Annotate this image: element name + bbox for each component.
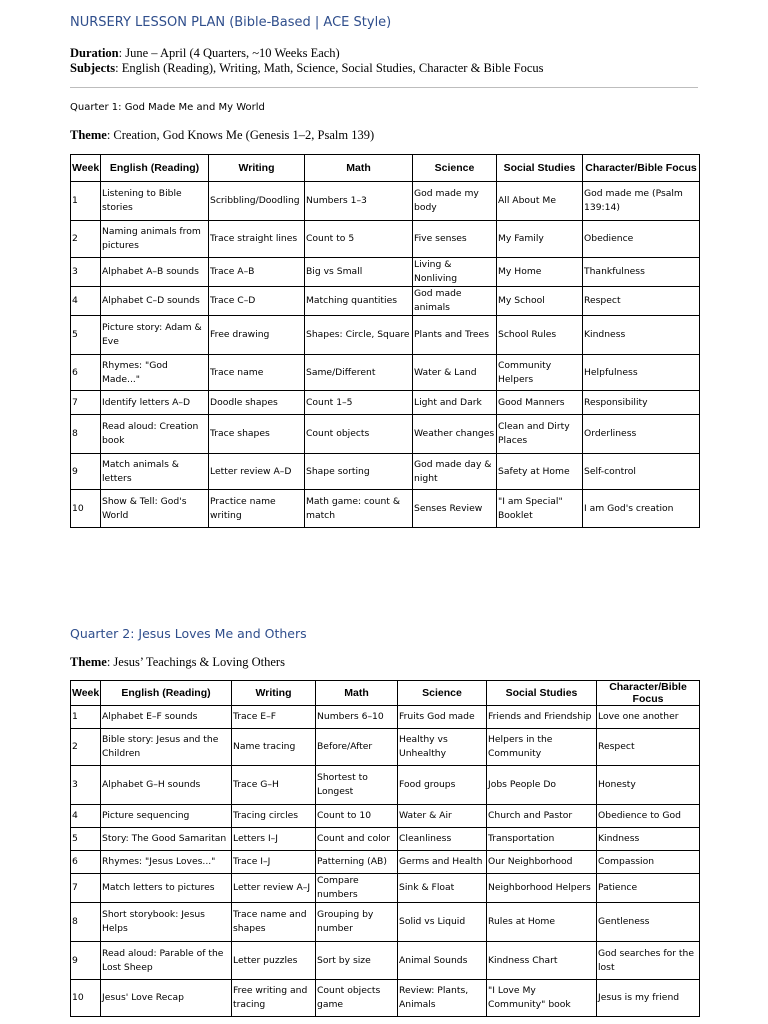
character-bible-cell: Responsibility: [583, 391, 700, 415]
writing-cell: Letter review A–D: [209, 454, 305, 490]
character-bible-cell: Helpfulness: [583, 355, 700, 391]
week-cell: 3: [71, 766, 101, 805]
column-header-character-bible: Character/Bible Focus: [597, 681, 700, 706]
character-bible-cell: Jesus is my friend: [597, 980, 700, 1017]
science-cell: Cleanliness: [398, 828, 487, 851]
english-cell: Read aloud: Creation book: [101, 415, 209, 454]
math-cell: Big vs Small: [305, 258, 413, 287]
math-cell: Grouping by number: [316, 903, 398, 942]
quarter1-table-body: [71, 182, 700, 528]
science-cell: Living & Nonliving: [413, 258, 497, 287]
table-row: [71, 391, 700, 415]
social-studies-cell: My Home: [497, 258, 583, 287]
social-studies-cell: Helpers in the Community: [487, 729, 597, 766]
math-cell: Shortest to Longest: [316, 766, 398, 805]
duration-value: : June – April (4 Quarters, ~10 Weeks Each): [118, 46, 340, 60]
english-cell: Alphabet E–F sounds: [101, 706, 232, 729]
column-header-social-studies: Social Studies: [487, 681, 597, 706]
column-header-science: Science: [413, 155, 497, 182]
table-row: [71, 874, 700, 903]
column-header-english: English (Reading): [101, 681, 232, 706]
week-cell: 6: [71, 851, 101, 874]
social-studies-cell: School Rules: [497, 316, 583, 355]
math-cell: Same/Different: [305, 355, 413, 391]
quarter1-heading: Quarter 1: God Made Me and My World: [70, 102, 265, 113]
column-header-science: Science: [398, 681, 487, 706]
character-bible-cell: Orderliness: [583, 415, 700, 454]
column-header-week: Week: [71, 155, 101, 182]
writing-cell: Practice name writing: [209, 490, 305, 528]
week-cell: 7: [71, 391, 101, 415]
english-cell: Story: The Good Samaritan: [101, 828, 232, 851]
quarter2-theme-label: Theme: [70, 655, 107, 669]
week-cell: 7: [71, 874, 101, 903]
english-cell: Read aloud: Parable of the Lost Sheep: [101, 942, 232, 980]
english-cell: Jesus' Love Recap: [101, 980, 232, 1017]
english-cell: Identify letters A–D: [101, 391, 209, 415]
table-row: [71, 415, 700, 454]
week-cell: 4: [71, 287, 101, 316]
week-cell: 9: [71, 942, 101, 980]
science-cell: Senses Review: [413, 490, 497, 528]
character-bible-cell: I am God's creation: [583, 490, 700, 528]
table-row: [71, 706, 700, 729]
quarter1-lesson-table: [70, 154, 700, 528]
english-cell: Alphabet C–D sounds: [101, 287, 209, 316]
week-cell: 1: [71, 706, 101, 729]
english-cell: Picture story: Adam & Eve: [101, 316, 209, 355]
math-cell: Count 1–5: [305, 391, 413, 415]
writing-cell: Trace E–F: [232, 706, 316, 729]
quarter2-theme-value: : Jesus’ Teachings & Loving Others: [106, 655, 285, 669]
week-cell: 6: [71, 355, 101, 391]
math-cell: Numbers 6–10: [316, 706, 398, 729]
table-row: [71, 287, 700, 316]
week-cell: 2: [71, 221, 101, 258]
document-title: NURSERY LESSON PLAN (Bible-Based | ACE Style): [70, 15, 392, 30]
social-studies-cell: Jobs People Do: [487, 766, 597, 805]
week-cell: 1: [71, 182, 101, 221]
table-row: [71, 942, 700, 980]
writing-cell: Trace shapes: [209, 415, 305, 454]
column-header-social-studies: Social Studies: [497, 155, 583, 182]
social-studies-cell: Kindness Chart: [487, 942, 597, 980]
science-cell: Water & Air: [398, 805, 487, 828]
week-cell: 8: [71, 415, 101, 454]
social-studies-cell: Friends and Friendship: [487, 706, 597, 729]
table-row: [71, 221, 700, 258]
science-cell: God made day & night: [413, 454, 497, 490]
character-bible-cell: God made me (Psalm 139:14): [583, 182, 700, 221]
quarter2-table-body: [71, 706, 700, 1017]
week-cell: 5: [71, 316, 101, 355]
math-cell: Sort by size: [316, 942, 398, 980]
character-bible-cell: God searches for the lost: [597, 942, 700, 980]
science-cell: Five senses: [413, 221, 497, 258]
table-row: [71, 766, 700, 805]
duration-line: [70, 46, 340, 61]
science-cell: Animal Sounds: [398, 942, 487, 980]
social-studies-cell: My School: [497, 287, 583, 316]
science-cell: Solid vs Liquid: [398, 903, 487, 942]
quarter1-header-row: [71, 155, 700, 182]
character-bible-cell: Gentleness: [597, 903, 700, 942]
english-cell: Picture sequencing: [101, 805, 232, 828]
social-studies-cell: Safety at Home: [497, 454, 583, 490]
writing-cell: Letter puzzles: [232, 942, 316, 980]
character-bible-cell: Thankfulness: [583, 258, 700, 287]
social-studies-cell: Rules at Home: [487, 903, 597, 942]
science-cell: Fruits God made: [398, 706, 487, 729]
math-cell: Count objects: [305, 415, 413, 454]
english-cell: Short storybook: Jesus Helps: [101, 903, 232, 942]
science-cell: Sink & Float: [398, 874, 487, 903]
table-row: [71, 355, 700, 391]
table-row: [71, 729, 700, 766]
table-row: [71, 980, 700, 1017]
horizontal-divider: [70, 87, 698, 88]
social-studies-cell: Good Manners: [497, 391, 583, 415]
social-studies-cell: Neighborhood Helpers: [487, 874, 597, 903]
math-cell: Patterning (AB): [316, 851, 398, 874]
writing-cell: Trace A–B: [209, 258, 305, 287]
social-studies-cell: "I am Special" Booklet: [497, 490, 583, 528]
writing-cell: Name tracing: [232, 729, 316, 766]
social-studies-cell: All About Me: [497, 182, 583, 221]
week-cell: 5: [71, 828, 101, 851]
table-row: [71, 903, 700, 942]
writing-cell: Trace name and shapes: [232, 903, 316, 942]
quarter1-theme: [70, 128, 374, 143]
math-cell: Numbers 1–3: [305, 182, 413, 221]
writing-cell: Letter review A–J: [232, 874, 316, 903]
character-bible-cell: Kindness: [597, 828, 700, 851]
math-cell: Matching quantities: [305, 287, 413, 316]
math-cell: Shapes: Circle, Square: [305, 316, 413, 355]
character-bible-cell: Honesty: [597, 766, 700, 805]
english-cell: Alphabet G–H sounds: [101, 766, 232, 805]
character-bible-cell: Respect: [583, 287, 700, 316]
character-bible-cell: Obedience to God: [597, 805, 700, 828]
table-row: [71, 454, 700, 490]
table-row: [71, 316, 700, 355]
duration-label: Duration: [70, 46, 119, 60]
character-bible-cell: Kindness: [583, 316, 700, 355]
character-bible-cell: Respect: [597, 729, 700, 766]
week-cell: 8: [71, 903, 101, 942]
column-header-week: Week: [71, 681, 101, 706]
writing-cell: Tracing circles: [232, 805, 316, 828]
character-bible-cell: Compassion: [597, 851, 700, 874]
table-row: [71, 828, 700, 851]
english-cell: Bible story: Jesus and the Children: [101, 729, 232, 766]
quarter2-lesson-table: [70, 680, 700, 1017]
subjects-label: Subjects: [70, 61, 116, 75]
english-cell: Match animals & letters: [101, 454, 209, 490]
english-cell: Naming animals from pictures: [101, 221, 209, 258]
math-cell: Before/After: [316, 729, 398, 766]
math-cell: Count to 10: [316, 805, 398, 828]
english-cell: Rhymes: "Jesus Loves...": [101, 851, 232, 874]
english-cell: Match letters to pictures: [101, 874, 232, 903]
quarter1-theme-label: Theme: [70, 128, 107, 142]
writing-cell: Trace G–H: [232, 766, 316, 805]
writing-cell: Trace name: [209, 355, 305, 391]
writing-cell: Trace straight lines: [209, 221, 305, 258]
social-studies-cell: Community Helpers: [497, 355, 583, 391]
writing-cell: Free drawing: [209, 316, 305, 355]
math-cell: Count objects game: [316, 980, 398, 1017]
table-row: [71, 851, 700, 874]
writing-cell: Letters I–J: [232, 828, 316, 851]
week-cell: 3: [71, 258, 101, 287]
writing-cell: Free writing and tracing: [232, 980, 316, 1017]
english-cell: Listening to Bible stories: [101, 182, 209, 221]
subjects-line: [70, 61, 544, 76]
quarter2-theme: [70, 655, 285, 670]
social-studies-cell: Transportation: [487, 828, 597, 851]
column-header-english: English (Reading): [101, 155, 209, 182]
writing-cell: Doodle shapes: [209, 391, 305, 415]
writing-cell: Trace C–D: [209, 287, 305, 316]
science-cell: Water & Land: [413, 355, 497, 391]
column-header-character-bible: Character/Bible Focus: [583, 155, 700, 182]
math-cell: Shape sorting: [305, 454, 413, 490]
science-cell: Weather changes: [413, 415, 497, 454]
social-studies-cell: My Family: [497, 221, 583, 258]
english-cell: Alphabet A–B sounds: [101, 258, 209, 287]
week-cell: 9: [71, 454, 101, 490]
science-cell: Plants and Trees: [413, 316, 497, 355]
math-cell: Math game: count & match: [305, 490, 413, 528]
science-cell: Light and Dark: [413, 391, 497, 415]
science-cell: God made animals: [413, 287, 497, 316]
quarter2-header-row: [71, 681, 700, 706]
table-row: [71, 258, 700, 287]
character-bible-cell: Patience: [597, 874, 700, 903]
character-bible-cell: Love one another: [597, 706, 700, 729]
science-cell: Germs and Health: [398, 851, 487, 874]
writing-cell: Trace I–J: [232, 851, 316, 874]
week-cell: 10: [71, 490, 101, 528]
social-studies-cell: Church and Pastor: [487, 805, 597, 828]
quarter2-heading: Quarter 2: Jesus Loves Me and Others: [70, 626, 307, 641]
column-header-math: Math: [316, 681, 398, 706]
character-bible-cell: Obedience: [583, 221, 700, 258]
column-header-writing: Writing: [232, 681, 316, 706]
column-header-writing: Writing: [209, 155, 305, 182]
week-cell: 4: [71, 805, 101, 828]
writing-cell: Scribbling/Doodling: [209, 182, 305, 221]
table-row: [71, 490, 700, 528]
week-cell: 10: [71, 980, 101, 1017]
table-row: [71, 805, 700, 828]
social-studies-cell: Our Neighborhood: [487, 851, 597, 874]
science-cell: Healthy vs Unhealthy: [398, 729, 487, 766]
science-cell: God made my body: [413, 182, 497, 221]
math-cell: Count and color: [316, 828, 398, 851]
social-studies-cell: "I Love My Community" book: [487, 980, 597, 1017]
column-header-math: Math: [305, 155, 413, 182]
social-studies-cell: Clean and Dirty Places: [497, 415, 583, 454]
science-cell: Review: Plants, Animals: [398, 980, 487, 1017]
math-cell: Compare numbers: [316, 874, 398, 903]
math-cell: Count to 5: [305, 221, 413, 258]
table-row: [71, 182, 700, 221]
english-cell: Show & Tell: God's World: [101, 490, 209, 528]
quarter1-theme-value: : Creation, God Knows Me (Genesis 1–2, Psalm 139): [106, 128, 375, 142]
week-cell: 2: [71, 729, 101, 766]
science-cell: Food groups: [398, 766, 487, 805]
subjects-value: : English (Reading), Writing, Math, Science, Social Studies, Character & Bible Focus: [115, 61, 544, 75]
character-bible-cell: Self-control: [583, 454, 700, 490]
english-cell: Rhymes: "God Made...": [101, 355, 209, 391]
